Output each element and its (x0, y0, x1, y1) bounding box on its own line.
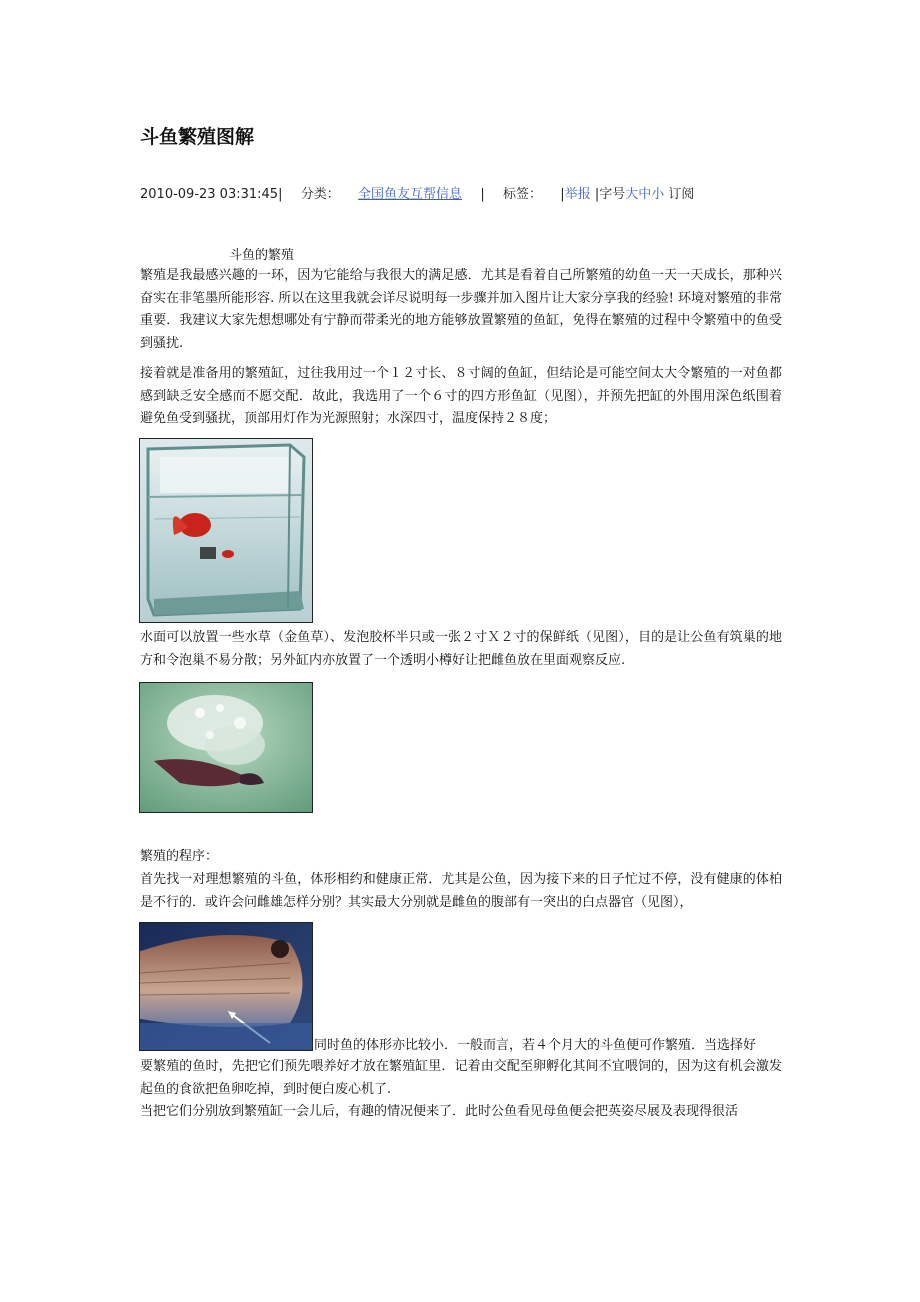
article-title: 斗鱼繁殖图解 (140, 126, 255, 148)
paragraph-selection: 首先找一对理想繁殖的斗鱼，体形相约和健康正常．尤其是公鱼，因为接下来的日子忙过不停，没有健康的体柏是不行的．或许会问雌雄怎样分别？其实最大分别就是雌鱼的腹部有一突出的白点器官（见图）， (140, 872, 782, 910)
meta-separator: | (480, 187, 485, 202)
paragraph-tank: 接着就是准备用的繁殖缸，过往我用过一个１２寸长、８寸阔的鱼缸，但结论是可能空间太大令繁殖的一对鱼都感到缺乏安全感而不愿交配．故此，我选用了一个６寸的四方形鱼缸（见图），并预先把缸的外围用深色纸围着避免鱼受到骚扰，顶部用灯作为光源照射；水深四寸，温度保持２８度； (140, 366, 782, 426)
font-size-small-link[interactable]: 小 (651, 187, 665, 202)
subscribe-text: 订阅 (668, 187, 695, 202)
report-link[interactable]: 举报 (564, 187, 591, 202)
paragraph-size-inline: 同时鱼的体形亦比较小．一般而言，若４个月大的斗鱼便可作繁殖．当选择好 (314, 1038, 757, 1053)
font-size-large-link[interactable]: 大 (625, 187, 639, 202)
bubble-nest-photo (139, 682, 313, 813)
category-label: 分类： (300, 187, 340, 202)
female-fish-photo (139, 922, 313, 1051)
paragraph-intro: 繁殖是我最感兴趣的一环，因为它能给与我很大的满足感．尤其是看着自己所繁殖的幼鱼一天一天成长，那种兴奋实在非笔墨所能形容. 所以在这里我就会详尽说明每一步骤并加入图片让大家分享我的经验! 环境对繁殖的非常重要．我建议大家先想想哪处有宁静而带柔光的地方能够放置繁殖的鱼缸，免得在繁殖的过程中令繁殖中的鱼受到骚扰. (140, 268, 782, 351)
paragraph-feeding: 要繁殖的鱼时，先把它们预先喂养好才放在繁殖缸里．记着由交配至卵孵化其间不宜喂饲的，因为这有机会激发起鱼的食欲把鱼卵吃掉，到时便白废心机了. (140, 1059, 782, 1097)
article-meta (140, 183, 694, 202)
paragraph-nest: 水面可以放置一些水草（金鱼草）、发泡胶杯半只或一张２寸Ｘ２寸的保鲜纸（见图），目的是让公鱼有筑巢的地方和令泡巢不易分散；另外缸内亦放置了一个透明小樽好让把雌鱼放在里面观察反应. (140, 630, 782, 668)
category-link[interactable]: 全国鱼友互帮信息 (358, 187, 463, 202)
font-size-medium-link[interactable]: 中 (638, 187, 652, 202)
font-size-prefix: |字号 (594, 187, 626, 202)
post-datetime: 2010-09-23 03:31:45| (140, 187, 283, 202)
section-subheading: 斗鱼的繁殖 (229, 248, 295, 263)
aquarium-photo (139, 438, 313, 623)
tags-label: 标签： (503, 187, 543, 202)
report-prefix: | (560, 187, 565, 202)
paragraph-behavior: 当把它们分别放到繁殖缸一会儿后，有趣的情况便来了．此时公鱼看见母鱼便会把英姿尽展及表现得很活 (140, 1104, 739, 1119)
paragraph-procedure-heading: 繁殖的程序： (140, 849, 219, 864)
